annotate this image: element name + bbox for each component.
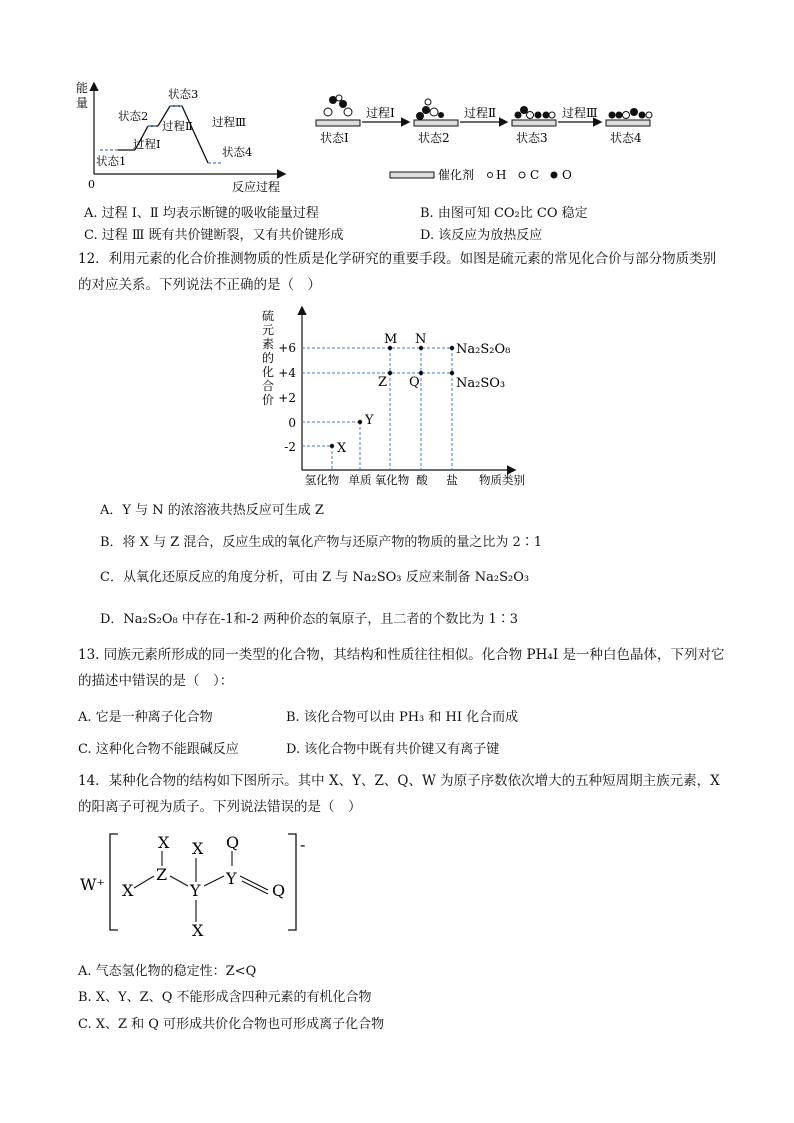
scheme-state-3: 状态3 xyxy=(516,131,548,145)
point-na2so3 xyxy=(450,371,454,375)
ytick-0: 0 xyxy=(288,416,296,430)
svg-text:Z: Z xyxy=(156,865,168,884)
legend-h: H xyxy=(496,168,507,182)
energy-diagram xyxy=(70,76,300,198)
point-x xyxy=(330,444,334,448)
catalyst-2 xyxy=(414,120,458,126)
q14-option-a: A. 气态氢化物的稳定性：Z<Q xyxy=(78,964,257,979)
legend-o-icon xyxy=(551,172,558,179)
energy-y-label-2: 量 xyxy=(76,96,89,110)
ytick-p6: +6 xyxy=(278,341,296,355)
legend-h-icon xyxy=(488,173,493,178)
legend-catalyst-swatch xyxy=(390,172,434,178)
q11-option-b: B. 由图可知 CO₂比 CO 稳定 xyxy=(420,206,588,221)
q13-option-b: B. 该化合物可以由 PH₃ 和 HI 化合而成 xyxy=(286,710,519,725)
q12-option-a: A．Y 与 N 的浓溶液共热反应可生成 Z xyxy=(100,503,324,518)
energy-x-label: 反应过程 xyxy=(232,180,281,194)
state3-molecules xyxy=(515,106,556,119)
svg-text:合: 合 xyxy=(262,379,275,393)
svg-text:硫: 硫 xyxy=(262,309,275,323)
reaction-scheme xyxy=(310,88,670,188)
state1-molecules xyxy=(324,95,352,116)
label-y: Y xyxy=(365,413,374,428)
catalyst-4 xyxy=(606,120,650,126)
energy-state-3: 状态3 xyxy=(168,87,199,101)
q14-structure xyxy=(76,828,326,946)
q14-option-b: B. X、Y、Z、Q 不能形成含四种元素的有机化合物 xyxy=(78,990,372,1005)
ytick-p2: +2 xyxy=(278,391,296,405)
anion-charge: - xyxy=(300,835,306,854)
q12-stem: 12．利用元素的化合价推测物质的性质是化学研究的重要手段。如图是硫元素的常见化合价与部分物质类别的对应关系。下列说法不正确的是（ ） xyxy=(78,251,717,293)
svg-text:Y: Y xyxy=(226,869,237,888)
svg-text:的: 的 xyxy=(262,351,275,365)
q11-option-a: A. 过程 Ⅰ、Ⅱ 均表示断键的吸收能量过程 xyxy=(84,206,319,221)
scheme-process-2: 过程Ⅱ xyxy=(464,106,497,120)
svg-text:X: X xyxy=(158,833,170,852)
q13-stem: 13. 同族元素所形成的同一类型的化合物，其结构和性质往往相似。化合物 PH₄I 是一种白色晶体，下列对它的描述中错误的是（ ）： xyxy=(78,647,725,689)
q12-option-c: C．从氧化还原反应的角度分析，可由 Z 与 Na₂SO₃ 反应来制备 Na₂S₂O₃ xyxy=(100,570,530,585)
q14-option-c: C. X、Z 和 Q 可形成共价化合物也可形成离子化合物 xyxy=(78,1017,385,1032)
svg-text:化: 化 xyxy=(262,365,275,379)
legend-o: O xyxy=(562,168,572,182)
xcat-salt: 盐 xyxy=(446,473,458,487)
energy-process-1: 过程Ⅰ xyxy=(133,137,161,151)
energy-y-label-1: 能 xyxy=(76,81,89,95)
q13-option-d: D. 该化合物中既有共价键又有离子键 xyxy=(286,742,500,757)
label-q: Q xyxy=(409,375,420,390)
energy-state-4: 状态4 xyxy=(222,145,253,159)
scheme-state-2: 状态2 xyxy=(418,131,450,145)
q11-option-d: D. 该反应为放热反应 xyxy=(420,228,543,243)
ytick-m2: -2 xyxy=(284,440,296,454)
sulfur-valence-chart xyxy=(256,304,546,490)
catalyst-1 xyxy=(316,120,360,126)
xcat-hydride: 氢化物 xyxy=(304,473,340,487)
xcat-oxide: 氧化物 xyxy=(374,473,410,487)
scheme-state-1: 状态Ⅰ xyxy=(320,131,349,145)
q13-option-a: A. 它是一种离子化合物 xyxy=(78,710,213,725)
q12-option-b: B．将 X 与 Z 混合，反应生成的氧化产物与还原产物的物质的量之比为 2∶1 xyxy=(100,535,543,550)
left-bracket xyxy=(110,834,118,930)
cation-w: W⁺ xyxy=(80,875,105,894)
energy-process-3: 过程Ⅲ xyxy=(212,115,247,129)
state2-molecules xyxy=(416,99,444,120)
q12-option-d: D．Na₂S₂O₈ 中存在-1和-2 两种价态的氧原子，且二者的个数比为 1∶3 xyxy=(100,612,519,627)
energy-process-2: 过程Ⅱ xyxy=(162,119,193,133)
xcat-acid: 酸 xyxy=(416,473,428,487)
label-na2so3: Na₂SO₃ xyxy=(456,376,506,391)
svg-text:价: 价 xyxy=(262,393,275,407)
energy-origin: 0 xyxy=(88,178,95,191)
scheme-state-4: 状态4 xyxy=(610,131,642,145)
q14-stem: 14．某种化合物的结构如下图所示。其中 X、Y、Z、Q、W 为原子序数依次增大的五种短周期主族元素，X 的阳离子可视为质子。下列说法错误的是（ ） xyxy=(78,773,720,815)
svg-text:元: 元 xyxy=(262,323,275,337)
label-z: Z xyxy=(378,375,388,390)
label-na2s2o8: Na₂S₂O₈ xyxy=(456,342,511,357)
xcat-element: 单质 xyxy=(348,473,372,487)
svg-text:Q: Q xyxy=(226,833,240,852)
scheme-process-3: 过程Ⅲ xyxy=(562,106,598,120)
svg-text:X: X xyxy=(192,921,204,940)
point-y xyxy=(358,420,362,424)
legend-catalyst: 催化剂 xyxy=(438,168,475,182)
legend-c: C xyxy=(530,168,540,182)
energy-state-1: 状态1 xyxy=(96,154,127,168)
label-m: M xyxy=(384,332,398,347)
point-na2s2o8 xyxy=(450,346,454,350)
catalyst-3 xyxy=(512,120,556,126)
svg-text:素: 素 xyxy=(262,337,275,351)
svg-text:Q: Q xyxy=(272,881,286,900)
state4-molecules xyxy=(609,108,653,119)
legend-c-icon xyxy=(519,172,525,178)
x-title: 物质类别 xyxy=(479,473,525,487)
q13-option-c: C. 这种化合物不能跟碱反应 xyxy=(78,742,239,757)
svg-text:Y: Y xyxy=(190,881,201,900)
svg-text:X: X xyxy=(192,839,204,858)
right-bracket xyxy=(288,834,296,930)
svg-text:X: X xyxy=(122,881,134,900)
q11-option-c: C. 过程 Ⅲ 既有共价键断裂，又有共价键形成 xyxy=(84,228,344,243)
sulfur-y-title xyxy=(262,308,274,407)
label-n: N xyxy=(415,332,427,347)
energy-state-2: 状态2 xyxy=(118,109,149,123)
ytick-p4: +4 xyxy=(278,366,296,380)
label-x: X xyxy=(337,441,347,456)
scheme-process-1: 过程Ⅰ xyxy=(366,106,395,120)
point-z xyxy=(388,371,392,375)
